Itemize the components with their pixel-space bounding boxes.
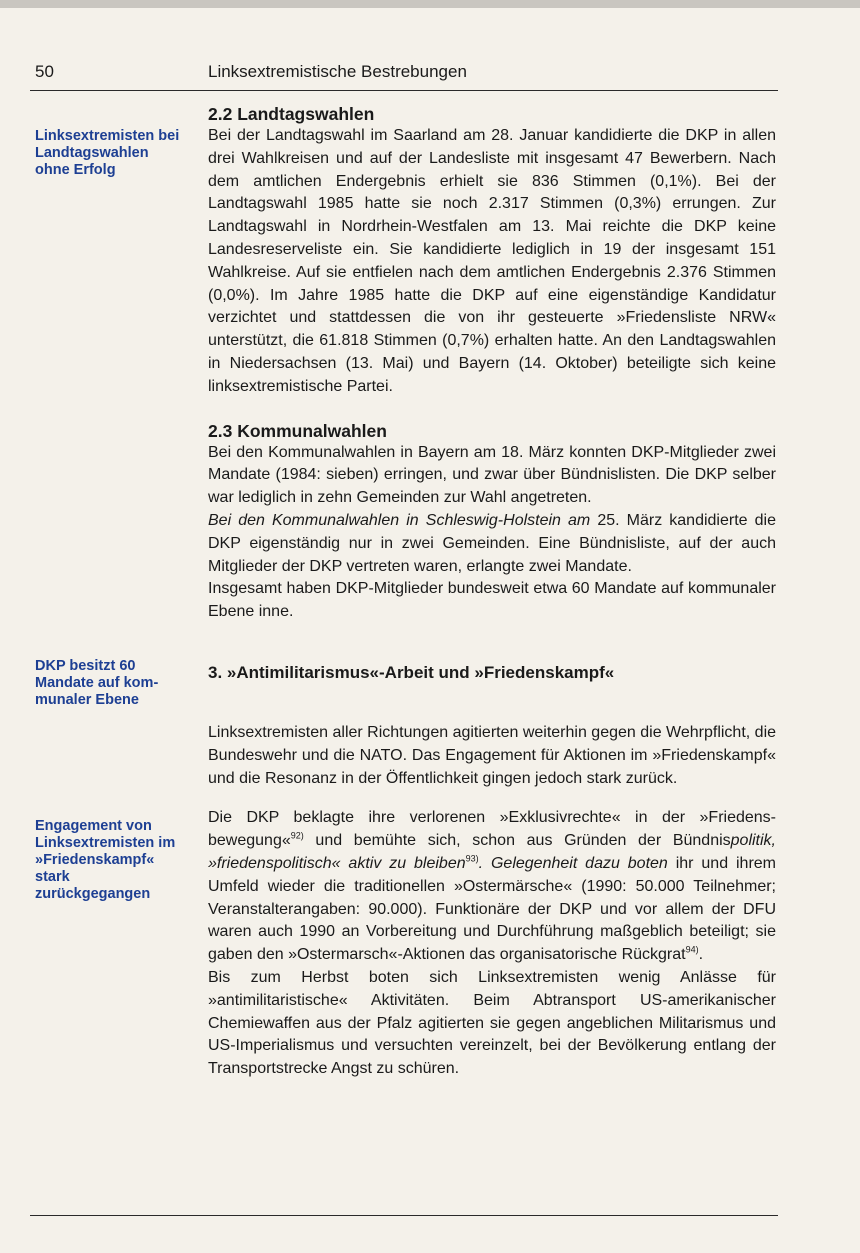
page-number: 50 [35, 62, 54, 81]
text-run: Die DKP beklagte ihre verlorenen »Exklusivrechte« in der »Friedensbewegung« [208, 809, 776, 850]
heading-antimilitarismus: 3. »Antimilitarismus«-Arbeit und »Friedenskampf« [208, 662, 615, 682]
margin-note-landtagswahlen: Linksextremisten bei Landtagswahlen ohne Erfolg [35, 128, 180, 178]
margin-note-friedenskampf: Engagement von Linksextremisten im »Friedenskampf« stark zurückgegangen [35, 818, 176, 902]
text-run: . [698, 946, 704, 964]
italic-run: politik, »friedenspolitisch« aktiv zu bleiben [208, 832, 776, 872]
footer-rule [30, 1215, 778, 1216]
paragraph-landtagswahlen: Bei der Landtagswahl im Saarland am 28. Januar kandidierte die DKP in allen drei Wahlkreisen und auf der Landesliste mit insgesamt 47 Bewerbern. Nach dem amtlichen Endergebnis erhielt sie 836 Stimmen (0,1%). Bei der Landtagswahl 1985 hatte sie noch 2.317 Stimmen (0,3%) errungen. Zur Landtagswahl in Nordrhein-Westfalen am 13. Mai reichte die DKP keine Landesreserveliste ein. Sie kandidierte lediglich in 19 der insgesamt 151 Wahlkreise. Auf sie entfielen nach dem amtlichen Endergebnis 2.376 Stimmen (0,0%). Im Jahre 1985 hatte die DKP auf eine eigenständige Kandidatur verzichtet und stattdessen die von ihr gesteuerte »Friedensliste NRW« unterstützt, die 61.818 Stimmen (0,7%) erhalten hatte. An den Landtagswahlen in Niedersachsen (13. Mai) und Bayern (14. Oktober) beteiligte sich keine linksextremistische Partei. [208, 127, 776, 395]
paragraph-kommunal-bayern: Bei den Kommunalwahlen in Bayern am 18. März konnten DKP-Mitglieder zwei Mandate (1984: sieben) erringen, und zwar über Bündnislisten. Die DKP selber war lediglich in zehn Gemeinden zur Wahl angetreten. [208, 443, 776, 507]
header-rule [30, 90, 778, 91]
main-text-column [208, 103, 776, 1081]
footnote-ref-92: 92) [290, 830, 304, 841]
footnote-ref-93: 93) [465, 853, 479, 864]
running-head: Linksextremistische Bestrebungen [208, 62, 467, 81]
paragraph-dkp-friedensbewegung [208, 807, 776, 967]
footnote-ref-94: 94) [685, 944, 699, 955]
paragraph-kommunal-gesamt: Insgesamt haben DKP-Mitglieder bundesweit etwa 60 Mandate auf kommunaler Ebene inne. [208, 580, 776, 621]
italic-run: . Gelegenheit dazu boten [478, 854, 668, 872]
text-run: und bemühte sich, schon aus Gründen der Bündnis [303, 832, 731, 850]
paragraph-kommunal-schleswig-holstein [208, 510, 776, 578]
margin-note-dkp-mandate: DKP besitzt 60 Mandate auf kommunaler Ebene [35, 658, 159, 708]
italic-run: Bei den Kommunalwahlen in Schleswig-Holstein am [208, 511, 591, 529]
scan-top-band [0, 0, 860, 8]
heading-kommunalwahlen: 2.3 Kommunalwahlen [208, 420, 387, 441]
paragraph-antimilitarismus-intro: Linksextremisten aller Richtungen agitierten weiterhin gegen die Wehrpflicht, die Bundeswehr und die NATO. Das Engagement für Aktionen im »Friedenskampf« und die Resonanz in der Öffentlichkeit gingen jedoch stark zurück. [208, 723, 777, 787]
text-run: 25. März kandidierte die DKP eigenständig nur in zwei Gemeinden. Eine Bündnisliste, auf der auch Mitglieder der DKP vertreten waren, erlangte zwei Mandate. [208, 511, 776, 575]
text-run: ihr und ihrem Umfeld wieder die traditionellen »Ostermärsche« (1990: 50.000 Teilnehmer; Veranstalterangaben: 90.000). Funktionäre der DKP und vor allem der DFU waren auch 1990 an Vorbereitung und Durchführung maßgeblich beteiligt; sie gaben den »Ostermarsch«-Aktionen das organisatorische Rückgrat [208, 854, 776, 964]
heading-landtagswahlen: 2.2 Landtagswahlen [208, 104, 375, 124]
paragraph-herbst-chemiewaffen: Bis zum Herbst boten sich Linksextremisten wenig Anlässe für »antimilitaristische« Aktivitäten. Beim Abtransport US-amerikanischer Chemiewaffen aus der Pfalz agitierten sie gegen angeblichen Militarismus und US-Imperialismus und versuchten vereinzelt, bei der Bevölkerung entlang der Transportstrecke Angst zu schüren. [208, 968, 776, 1078]
